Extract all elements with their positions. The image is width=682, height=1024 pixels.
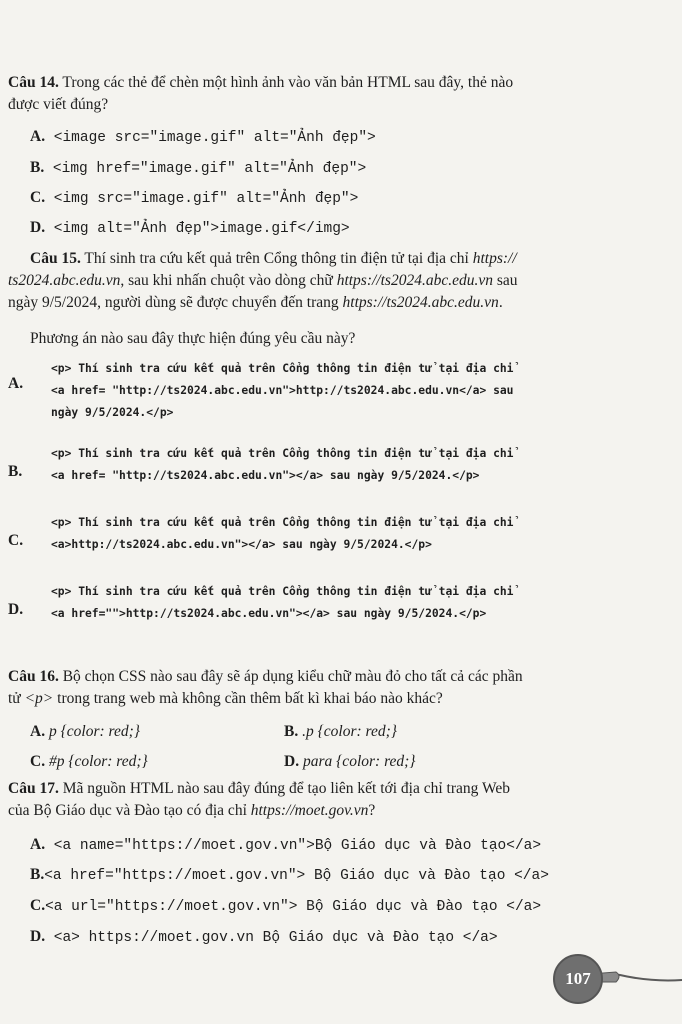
question-16-text: Bộ chọn CSS nào sau đây sẽ áp dụng kiểu chữ màu đỏ cho tất cả các phần xyxy=(58,668,523,685)
question-15-url: https:// xyxy=(472,250,517,267)
question-15-label: Câu 15. xyxy=(30,250,81,267)
option-letter: D. xyxy=(30,219,46,236)
question-17-text: Mã nguồn HTML nào sau đây đúng để tạo liên kết tới địa chỉ trang Web xyxy=(58,780,511,797)
option-letter: D. xyxy=(30,928,46,945)
q17-option-c xyxy=(30,897,541,915)
option-letter: C. xyxy=(30,897,46,914)
option-letter: C. xyxy=(30,753,46,770)
question-15-url: https://ts2024.abc.edu.vn xyxy=(342,294,499,311)
question-16 xyxy=(8,666,614,688)
question-15-text: Thí sinh tra cứu kết quả trên Cổng thông tin điện tử tại địa chỉ xyxy=(80,250,473,267)
q16-option-c xyxy=(30,751,148,773)
question-15-text: . xyxy=(498,294,503,311)
option-text: p {color: red;} xyxy=(45,723,140,740)
option-letter: B. xyxy=(30,866,45,883)
q14-option-b xyxy=(30,159,366,177)
q14-option-c xyxy=(30,189,358,207)
option-text: para {color: red;} xyxy=(299,753,416,770)
option-letter: A. xyxy=(30,128,46,145)
option-code-line: <p> Thí sinh tra cứu kết quả trên Cổng thông tin điện tử tại địa chỉ xyxy=(51,585,514,598)
question-15-url: https://ts2024.abc.edu.vn xyxy=(336,272,493,289)
question-15 xyxy=(30,248,616,270)
option-code-line: ngày 9/5/2024.</p> xyxy=(51,406,174,419)
question-17 xyxy=(8,778,614,800)
option-text: .p {color: red;} xyxy=(298,723,397,740)
question-15-prompt: Phương án nào sau đây thực hiện đúng yêu cầu này? xyxy=(30,330,356,347)
option-letter: D. xyxy=(284,753,300,770)
option-code-line: <a href= "http://ts2024.abc.edu.vn">http://ts2024.abc.edu.vn</a> sau xyxy=(51,384,514,397)
q17-option-b xyxy=(30,866,549,884)
question-17-text: ? xyxy=(368,802,376,819)
option-letter: B. xyxy=(8,463,23,480)
q14-option-d xyxy=(30,219,350,237)
option-letter: A. xyxy=(30,723,46,740)
option-letter: A. xyxy=(30,836,46,853)
option-letter: C. xyxy=(30,189,46,206)
question-16-label: Câu 16. xyxy=(8,668,59,685)
question-17-line-2 xyxy=(8,800,614,822)
q16-option-d xyxy=(284,751,416,773)
question-16-line-2 xyxy=(8,688,614,710)
question-14-label: Câu 14. xyxy=(8,74,59,91)
q17-option-d xyxy=(30,928,498,946)
option-code-line: <p> Thí sinh tra cứu kết quả trên Cổng thông tin điện tử tại địa chỉ xyxy=(51,447,514,460)
q16-option-a xyxy=(30,721,140,743)
question-15-text: , sau khi nhấn chuột vào dòng chữ xyxy=(120,272,337,289)
option-letter: A. xyxy=(8,375,24,392)
q16-option-b xyxy=(284,721,397,743)
option-code-line: <a>http://ts2024.abc.edu.vn"></a> sau ngày 9/5/2024.</p> xyxy=(51,538,432,551)
question-17-text: của Bộ Giáo dục và Đào tạo có địa chỉ xyxy=(8,802,251,819)
option-letter: B. xyxy=(284,723,299,740)
question-15-url: ts2024.abc.edu.vn xyxy=(8,272,121,289)
q17-option-a xyxy=(30,836,541,854)
option-code-line: <a href="">http://ts2024.abc.edu.vn"></a> sau ngày 9/5/2024.</p> xyxy=(51,607,487,620)
option-code-line: <p> Thí sinh tra cứu kết quả trên Cổng thông tin điện tử tại địa chỉ xyxy=(51,362,514,375)
option-letter: B. xyxy=(30,159,45,176)
question-14 xyxy=(8,72,614,116)
question-17-url: https://moet.gov.vn xyxy=(250,802,369,819)
question-15-line-2 xyxy=(8,270,614,292)
question-14-text-1: Trong các thẻ để chèn một hình ảnh vào văn bản HTML sau đây, thẻ nào xyxy=(58,74,514,91)
question-16-tag: <p> xyxy=(24,690,54,707)
option-code: <image src="image.gif" alt="Ảnh đẹp"> xyxy=(45,130,376,146)
option-code: <a url="https://moet.gov.vn"> Bộ Giáo dục và Đào tạo </a> xyxy=(45,899,542,915)
question-15-text: sau xyxy=(492,272,518,289)
question-17-label: Câu 17. xyxy=(8,780,59,797)
q14-option-a xyxy=(30,128,376,146)
option-code-line: <a href= "http://ts2024.abc.edu.vn"></a> sau ngày 9/5/2024.</p> xyxy=(51,469,480,482)
option-code: <a> https://moet.gov.vn Bộ Giáo dục và Đào tạo </a> xyxy=(45,930,498,946)
question-15-text: ngày 9/5/2024, người dùng sẽ được chuyển đến trang xyxy=(8,294,343,311)
option-code-line: <p> Thí sinh tra cứu kết quả trên Cổng thông tin điện tử tại địa chỉ xyxy=(51,516,514,529)
option-code: <img src="image.gif" alt="Ảnh đẹp"> xyxy=(45,191,359,207)
option-letter: C. xyxy=(8,532,24,549)
option-code: <a name="https://moet.gov.vn">Bộ Giáo dục và Đào tạo</a> xyxy=(45,838,542,854)
option-code: <a href="https://moet.gov.vn"> Bộ Giáo dục và Đào tạo </a> xyxy=(44,868,549,884)
question-16-text: tử xyxy=(8,690,25,707)
option-code: <img href="image.gif" alt="Ảnh đẹp"> xyxy=(44,161,367,177)
question-14-text-2: được viết đúng? xyxy=(8,96,109,113)
page-number-swoosh xyxy=(590,962,682,992)
option-letter: D. xyxy=(8,601,24,618)
page-number: 107 xyxy=(553,954,603,1004)
question-15-line-3 xyxy=(8,292,614,314)
question-16-text: trong trang web mà không cần thêm bất kì khai báo nào khác? xyxy=(53,690,443,707)
option-code: <img alt="Ảnh đẹp">image.gif</img> xyxy=(45,221,350,237)
option-text: #p {color: red;} xyxy=(45,753,148,770)
